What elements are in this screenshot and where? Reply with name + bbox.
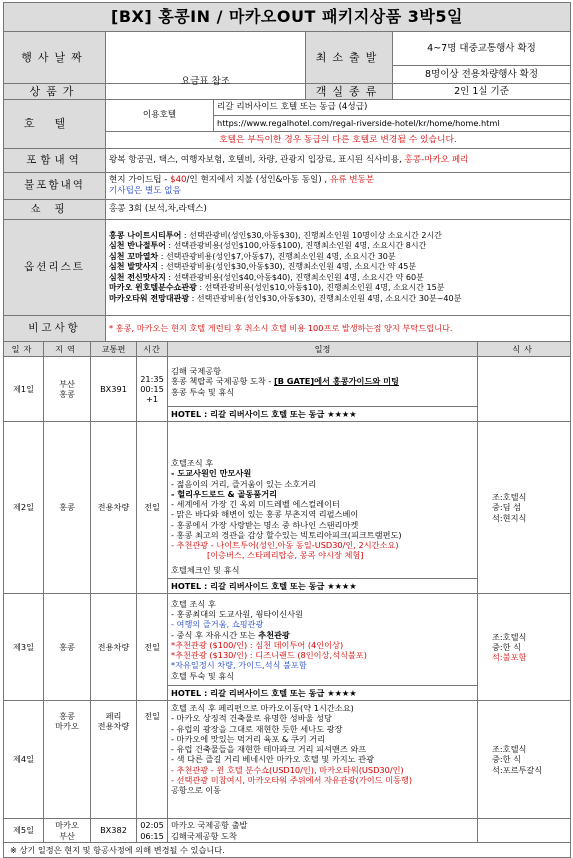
itinerary-text: - 중식 후 자유시간 또는 (171, 629, 259, 640)
header-time: 시간 (137, 342, 168, 357)
day-itinerary (168, 594, 478, 701)
day-meal (478, 357, 571, 422)
day-time: 전일 (137, 701, 168, 819)
hotel-url-link[interactable]: https://www.regalhotel.com/regal-riverside-hotel/kr/home/home.html (214, 116, 571, 132)
option-desc: : 선택관광비용(성인$30,아동$30), 진행최소인원 4명, 소요시간 30분~40분 (189, 293, 462, 303)
meal-line: 조:호텔식 (492, 744, 527, 755)
header-meal: 식사 (478, 342, 571, 357)
option-item (109, 252, 567, 263)
option-item (109, 231, 567, 242)
day-time (137, 357, 168, 422)
header-day: 일자 (4, 342, 44, 357)
itinerary-line: - 헐리우드로드 & 골동품거리 (171, 488, 278, 499)
exclude-label: 불포함내역 (4, 173, 106, 200)
option-name: 홍콩 나이트시티투어 (109, 230, 182, 240)
region-line: 마카오 (55, 820, 79, 831)
time-line: 06:15 (140, 830, 164, 841)
itinerary-option: - 추천관광 - 윈 호텔 분수쇼(USD10/인), 마카오타워(USD30/인) (171, 764, 404, 775)
options-list (106, 220, 571, 316)
option-name: 심천 반나절투어 (109, 241, 166, 251)
meal-line: 석:현지식 (492, 512, 527, 523)
option-item (109, 262, 567, 273)
itinerary-option-detail: [이층버스, 스타페리탑승, 몽콕 야시장 체험] (207, 550, 364, 561)
meal-line: 석:포르투갈식 (492, 764, 543, 775)
itinerary-line: 마카오 국제공항 출발 (171, 820, 248, 831)
itinerary-option: - 추천관광 - 나이트투어(성인,아동 동일-USD30/인, 2시간소요) (171, 540, 399, 550)
room-type-value: 2인 1실 기준 (393, 84, 571, 100)
day-region: 홍콩 (44, 422, 91, 594)
day-region: 홍콩 (44, 594, 91, 701)
itinerary-line: - 유럽의 광장을 그대로 재현한 듯한 세나도 광장 (171, 723, 343, 734)
day-row (4, 701, 571, 819)
day-time (137, 819, 168, 843)
min-departure-value-2: 8명이상 전용차량행사 확정 (393, 66, 571, 84)
itinerary-line: - 마카오에 맛있는 먹거리 육포 & 쿠키 거리 (171, 733, 326, 744)
include-ferry: 홍콩-마카오 페리 (404, 155, 469, 166)
day-row (4, 819, 571, 843)
day-hotel: HOTEL : 리갈 리버사이드 호텔 또는 동급 ★★★★ (168, 406, 477, 421)
option-name: 심천 꼬마열차 (109, 251, 159, 261)
exclude-guide-tip: 현지 가이드팁 - (109, 175, 171, 186)
region-line: 부산 (59, 830, 75, 841)
day-region (44, 701, 91, 819)
day-hotel: HOTEL : 리갈 리버사이드 호텔 또는 동급 ★★★★ (168, 685, 477, 700)
options-label: 옵션리스트 (4, 220, 106, 316)
itinerary-line (171, 376, 474, 386)
day-meal (478, 422, 571, 594)
itinerary-line (171, 630, 474, 640)
schedule-table (3, 341, 571, 858)
day-row (4, 357, 571, 422)
itinerary-line: 호텔 조식 후 페리편으로 마카오이동(약 1시간소요) (171, 703, 354, 713)
itinerary-line: 홍콩 투숙 및 휴식 (171, 386, 235, 397)
exclude-driver-tip: 기사팁은 별도 없음 (109, 186, 181, 196)
details-table (3, 99, 571, 342)
itinerary-line: - 색 다른 즐길 거리 베네시안 마카오 호텔 및 카지노 관광 (171, 754, 374, 765)
option-desc: : 선택관광비용(성인$100,아동$100), 진행최소인원 4명, 소요시간 8시간 (165, 241, 427, 251)
itinerary-line: 호텔 투숙 및 휴식 (171, 670, 235, 681)
itinerary-line: 호텔체크인 및 휴식 (171, 564, 240, 575)
meal-line: 조:호텔식 (492, 631, 527, 642)
hotel-name: 리갈 리버사이드 호텔 또는 동급 (4성급) (214, 100, 571, 116)
day-label: 제1일 (4, 357, 44, 422)
exclude-guide-amount: $40 (170, 175, 187, 186)
date-label: 행사날짜 (4, 32, 106, 84)
header-region: 지역 (44, 342, 91, 357)
day-meal (478, 819, 571, 843)
option-item (109, 241, 567, 252)
day-transport: 전용차량 (91, 422, 137, 594)
option-item (109, 273, 567, 284)
header-itinerary: 일정 (168, 342, 478, 357)
itinerary-line: - 세계에서 가장 긴 옥외 미드레벨 에스컬레이터 (171, 499, 340, 509)
itinerary-option: *추천관광 ($130/인) : 디즈니랜드 (8인이상,석식불포) (171, 650, 367, 660)
meal-line: 중:딤 섬 (492, 502, 522, 513)
meal-line: 중:한 식 (492, 754, 522, 765)
package-sheet (3, 2, 570, 858)
region-line: 홍콩 (59, 389, 75, 399)
footer-note: ※ 상기 일정은 현지 및 항공사정에 의해 변경될 수 있습니다. (4, 843, 571, 858)
hotel-sub-label: 이용호텔 (106, 100, 214, 132)
itinerary-option: *추천관광 ($100/인) : 심천 데이투어 (4인이상) (171, 639, 344, 650)
day-meal (478, 594, 571, 701)
hotel-change-note: 호텔은 부득이한 경우 동급의 다른 호텔로 변경될 수 있습니다. (106, 132, 571, 149)
day-time: 전일 (137, 422, 168, 594)
itinerary-line: 김해국제공항 도착 (171, 830, 237, 841)
itinerary-line: 호텔 조식 후 (171, 598, 216, 609)
itinerary-line: - 도교사원인 만모사원 (171, 468, 252, 479)
option-desc: : 선택관광비용(성인$40,아동$40), 진행최소인원 4명, 소요시간 약 60분 (165, 272, 424, 282)
itinerary-line: 김해 국제공항 (171, 366, 222, 376)
option-desc: : 선택관광비용(성인$10,아동$10), 진행최소인원 4명, 소요시간 15분 (196, 283, 445, 293)
option-item (109, 283, 567, 294)
itinerary-line: 공항으로 이동 (171, 785, 222, 795)
time-line: 00:15 (140, 383, 164, 394)
day-hotel: HOTEL : 리갈 리버사이드 호텔 또는 동급 ★★★★ (168, 578, 477, 593)
exclude-guide-text: /인 현지에서 지불 (성인&아동 동일) , (186, 175, 330, 186)
schedule-header (4, 342, 571, 357)
price-value: 요금표 참조 (106, 74, 306, 90)
itinerary-line: - 홍콩 최고의 경관을 감상 할수있는 빅토리아피크(피크트램편도) (171, 529, 402, 540)
itinerary-line: - 여행의 즐거움, 쇼핑관광 (171, 619, 264, 630)
day-transport (91, 701, 137, 819)
time-line: 21:35 (140, 373, 164, 384)
transport-line: 페리 (105, 711, 122, 721)
include-label: 포함내역 (4, 149, 106, 173)
itinerary-option: *자유일정시 차량, 가이드,석식 불포함 (171, 660, 307, 671)
option-name: 마카오타워 전망대관광 (109, 293, 190, 303)
page-title: [BX] 홍콩IN / 마카오OUT 패키지상품 3박5일 (4, 3, 571, 32)
option-item (109, 294, 567, 305)
meal-line: 석:불포함 (492, 652, 527, 663)
itinerary-line: - 홍콩에서 가장 사랑받는 명소 중 하나인 스탠리마켓 (171, 519, 359, 530)
day-label: 제3일 (4, 594, 44, 701)
day-label: 제2일 (4, 422, 44, 594)
time-line: +1 (145, 394, 159, 405)
option-name: 심천 발맛사지 (109, 262, 159, 272)
day-region (44, 819, 91, 843)
day-itinerary (168, 422, 478, 594)
option-desc: : 선택관광비용(성인$7,아동$7), 진행최소인원 4명, 소요시간 30분 (158, 251, 396, 261)
header-transport: 교통편 (91, 342, 137, 357)
info-table (3, 2, 571, 100)
min-departure-label: 최소출발 (306, 32, 393, 84)
price-label: 상품가 (4, 84, 106, 100)
day-meal (478, 701, 571, 819)
day-itinerary (168, 819, 478, 843)
exclude-fuel: 유류 변동분 (329, 175, 375, 186)
day-transport: BX391 (91, 357, 137, 422)
day-label: 제4일 (4, 701, 44, 819)
day-label: 제5일 (4, 819, 44, 843)
itinerary-gate: [B GATE]에서 홍콩가이드와 미팅 (273, 376, 399, 387)
meal-line: 중:한 식 (492, 641, 522, 652)
day-itinerary (168, 357, 478, 422)
itinerary-text: 홍콩 첵랍콕 국제공항 도착 - (171, 376, 274, 387)
region-line: 마카오 (55, 721, 79, 732)
itinerary-line: - 마카오 상징적 건축물로 유명한 성바울 성당 (171, 713, 332, 724)
include-value (106, 149, 571, 173)
itinerary-line: 호텔조식 후 (171, 458, 214, 468)
day-transport: 전용차량 (91, 594, 137, 701)
option-desc: : 선택관광비(성인$30,아동$30), 진행최소인원 10명이상 소요시간 2시간 (181, 230, 442, 240)
itinerary-text: 추천관광 (258, 629, 290, 640)
option-name: 심천 전신맛사지 (109, 272, 166, 282)
exclude-value (106, 173, 571, 200)
time-line: 02:05 (140, 820, 164, 831)
day-row (4, 422, 571, 594)
itinerary-line: - 유럽 건축물들을 재현한 테마파크 거리 피셔맨즈 와프 (171, 744, 367, 754)
day-transport: BX382 (91, 819, 137, 843)
day-itinerary (168, 701, 478, 819)
room-type-label: 객실종류 (306, 84, 393, 100)
day-row (4, 594, 571, 701)
remarks-value: * 홍콩, 마카오는 현지 호텔 게런티 후 취소시 호텔 비용 100프로 발생하는점 양지 부탁드립니다. (106, 316, 571, 342)
meal-line: 조:호텔식 (492, 492, 527, 503)
shopping-label: 쇼핑 (4, 200, 106, 220)
remarks-label: 비고사항 (4, 316, 106, 342)
itinerary-option: - 선택관광 미참여시, 마카오타워 주위에서 자유관광(가이드 미동행) (171, 774, 413, 785)
itinerary-line: - 홍콩최대의 도교사원, 웡타이신사원 (171, 609, 304, 619)
region-line: 홍콩 (59, 711, 75, 721)
itinerary-line: - 맑은 바다와 해변이 있는 홍콩 부촌지역 리펄스베이 (171, 509, 359, 520)
region-line: 부산 (59, 378, 75, 389)
day-region (44, 357, 91, 422)
hotel-label: 호텔 (4, 100, 106, 149)
transport-line: 전용차량 (97, 721, 130, 732)
option-desc: : 선택관광비용(성인$30,아동$30), 진행최소인원 4명, 소요시간 약 45분 (158, 262, 417, 272)
min-departure-value-1: 4~7명 대중교통행사 확정 (393, 32, 571, 66)
day-time: 전일 (137, 594, 168, 701)
option-name: 마카오 윈호텔분수쇼관광 (109, 283, 197, 293)
itinerary-line: - 젊음이의 거리, 즐거움이 있는 소호거리 (171, 478, 317, 489)
shopping-value: 홍콩 3회 (보석,차,라텍스) (106, 200, 571, 220)
include-text: 왕복 항공권, 택스, 여행자보험, 호텔비, 차량, 관광지 입장료, 표시된 식사비용, (109, 155, 405, 166)
